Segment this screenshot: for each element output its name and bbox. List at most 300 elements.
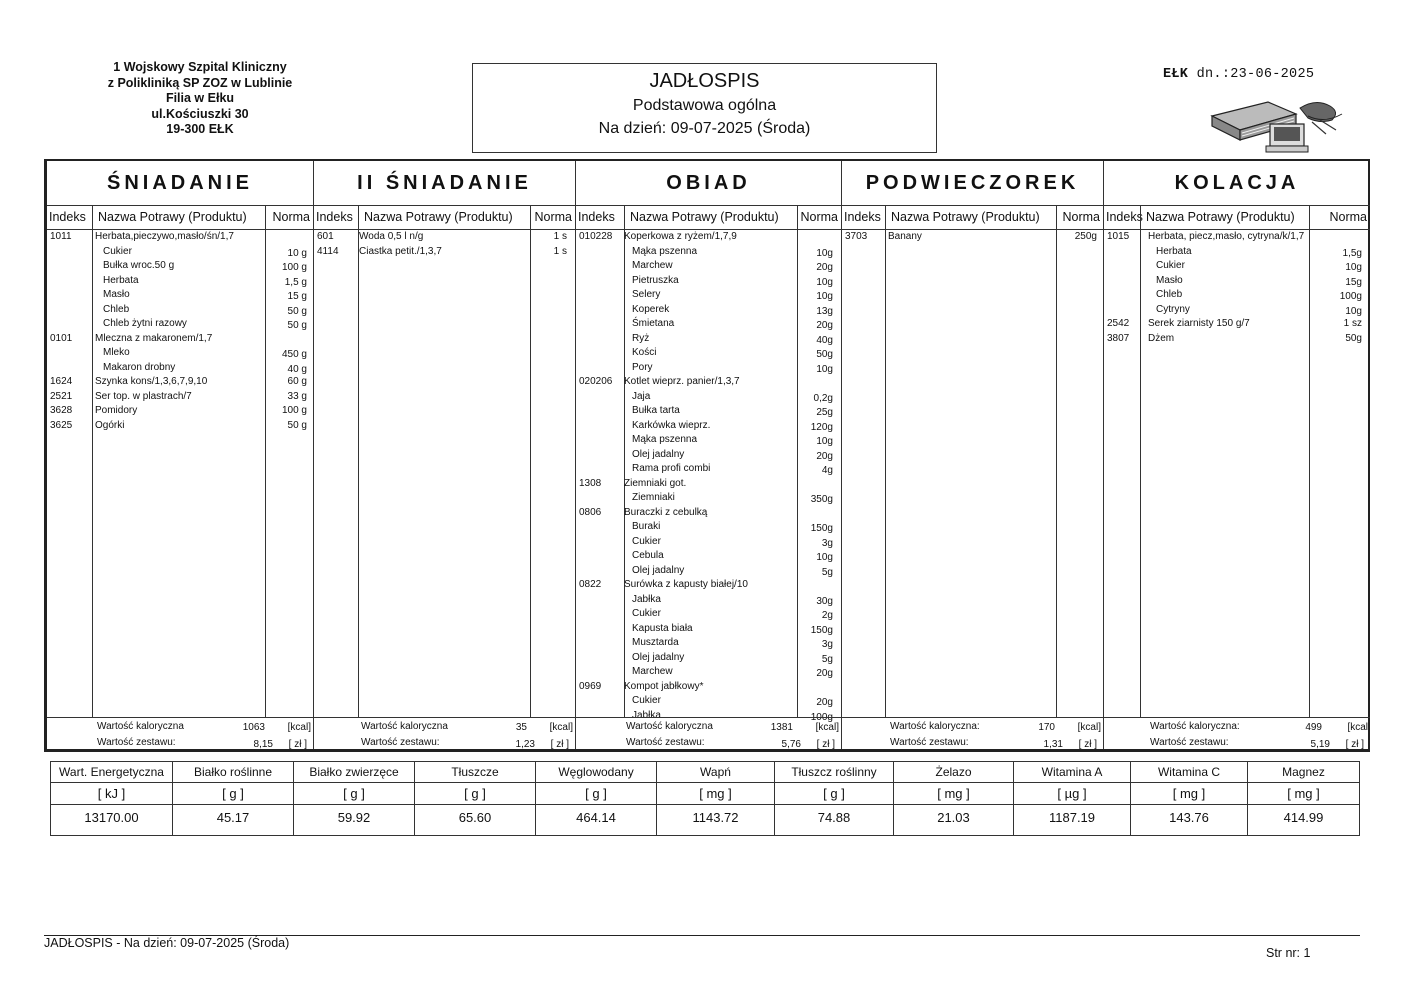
item-norm: 5g	[821, 566, 833, 578]
item-norm: 10g	[816, 363, 833, 375]
kcal-value: 170	[1038, 722, 1055, 733]
nutrient-value: 143.76	[1169, 810, 1209, 825]
item-norm: 2g	[821, 610, 833, 621]
meal-summary	[576, 717, 841, 753]
nutrient-unit: [ g ]	[775, 783, 893, 805]
ingredient-name: Herbata	[103, 274, 139, 286]
dish-name: Serek ziarnisty 150 g/7	[1148, 318, 1250, 329]
nutrient-unit: [ mg ]	[657, 783, 774, 805]
item-norm: 40g	[816, 334, 833, 346]
meal-summary	[47, 717, 313, 753]
table-row	[576, 507, 841, 521]
ingredient-name: Pory	[632, 361, 653, 373]
item-index: 010228	[579, 231, 613, 242]
meal-summary	[842, 717, 1103, 753]
column-divider	[1056, 206, 1057, 718]
ingredient-name: Ryż	[632, 332, 650, 344]
table-row	[576, 333, 841, 347]
column-header-row	[576, 206, 841, 230]
item-norm: 10g	[816, 552, 833, 563]
table-row	[47, 289, 313, 303]
table-row	[576, 478, 841, 492]
table-row	[576, 420, 841, 434]
ingredient-name: Jabłka	[632, 593, 661, 605]
dish-name: Ogórki	[95, 419, 125, 431]
ingredient-name: Olej jadalny	[632, 448, 685, 460]
nutrient-unit: [ g ]	[415, 783, 535, 805]
page-number: Str nr: 1	[1266, 946, 1311, 960]
item-norm: 13g	[816, 305, 833, 317]
ingredient-name: Cukier	[632, 535, 661, 547]
table-row	[576, 521, 841, 535]
cost-label: Wartość zestawu:	[626, 737, 705, 748]
ingredient-name: Cukier	[1156, 260, 1185, 271]
nutrient-unit: [ mg ]	[894, 783, 1013, 805]
item-norm: 100 g	[281, 405, 307, 416]
table-row	[576, 463, 841, 477]
table-row	[47, 246, 313, 260]
nutrient-cell	[1130, 762, 1247, 835]
ingredient-name: Koperek	[632, 303, 670, 315]
table-row	[576, 391, 841, 405]
table-row	[314, 231, 575, 245]
index-header: Indeks	[578, 210, 615, 224]
kcal-unit: [kcal]	[287, 722, 311, 733]
meal-title: ŚNIADANIE	[47, 161, 313, 206]
item-index: 1011	[50, 231, 72, 242]
ingredient-name: Bułka tarta	[632, 405, 680, 416]
kcal-label: Wartość kaloryczna:	[1150, 721, 1240, 732]
table-row	[47, 347, 313, 361]
table-row	[47, 391, 313, 405]
index-header: Indeks	[49, 210, 86, 224]
norm-header: Norma	[1062, 210, 1100, 224]
footer-title: JADŁOSPIS - Na dzień: 09-07-2025 (Środa)	[44, 936, 290, 950]
table-row	[47, 362, 313, 376]
cost-unit: [ zł ]	[1078, 739, 1097, 750]
table-row	[576, 623, 841, 637]
nutrient-label: Witamina C	[1131, 762, 1247, 783]
table-row	[576, 434, 841, 448]
kcal-value: 1381	[770, 722, 793, 733]
dish-name: Banany	[888, 231, 922, 242]
ingredient-name: Mąka pszenna	[632, 245, 698, 257]
item-norm: 5g	[821, 653, 833, 665]
dish-name: Kompot jabłkowy*	[624, 680, 704, 692]
item-norm: 30g	[816, 595, 833, 607]
table-row	[1104, 275, 1370, 289]
item-index: 2542	[1107, 318, 1130, 329]
item-index: 0101	[50, 332, 73, 344]
item-index: 020206	[579, 376, 613, 387]
nutrient-label: Magnez	[1248, 762, 1359, 783]
item-norm: 50 g	[287, 320, 307, 331]
kcal-unit: [kcal]	[815, 722, 839, 733]
table-row	[576, 652, 841, 666]
table-row	[1104, 231, 1370, 245]
cost-label: Wartość zestawu:	[361, 737, 440, 748]
table-row	[576, 318, 841, 332]
name-header: Nazwa Potrawy (Produktu)	[891, 210, 1040, 224]
nutrient-unit: [ g ]	[173, 783, 293, 805]
meal-title: OBIAD	[576, 161, 841, 206]
nutrient-cell	[51, 762, 172, 835]
ingredient-name: Masło	[103, 289, 130, 300]
ingredient-name: Cukier	[632, 608, 661, 619]
page-title: JADŁOSPIS	[649, 70, 760, 92]
item-norm: 1 sz	[1343, 318, 1362, 329]
nutrition-summary-table	[50, 761, 1360, 836]
ingredient-name: Mąka pszenna	[632, 434, 698, 445]
table-row	[576, 681, 841, 695]
table-row	[576, 449, 841, 463]
table-row	[1104, 304, 1370, 318]
nutrient-unit: [ mg ]	[1248, 783, 1359, 805]
item-norm: 20g	[816, 320, 833, 331]
nutrient-label: Wapń	[657, 762, 774, 783]
cost-label: Wartość zestawu:	[1150, 737, 1229, 748]
table-row	[47, 376, 313, 390]
dish-name: Ser top. w plastrach/7	[95, 390, 192, 402]
table-row	[47, 304, 313, 318]
table-row	[576, 289, 841, 303]
item-norm: 40 g	[287, 363, 307, 375]
cost-value: 1,31	[1043, 739, 1063, 750]
meal-column	[1103, 161, 1370, 749]
item-norm: 3g	[821, 537, 833, 549]
kcal-label: Wartość kaloryczna	[97, 721, 184, 732]
table-row	[576, 275, 841, 289]
item-index: 4114	[317, 245, 339, 257]
table-row	[576, 565, 841, 579]
nutrient-cell	[1013, 762, 1130, 835]
nutrient-label: Żelazo	[894, 762, 1013, 783]
kcal-value: 1063	[242, 722, 265, 733]
kcal-unit: [kcal]	[549, 722, 573, 733]
cost-unit: [ zł ]	[288, 739, 307, 750]
dish-name: Pomidory	[95, 405, 138, 416]
nutrient-cell	[293, 762, 414, 835]
item-index: 3628	[50, 405, 73, 416]
ingredient-name: Jabłka	[632, 709, 661, 721]
item-norm: 1,5g	[1342, 247, 1362, 259]
meal-column	[47, 161, 313, 749]
table-row	[576, 579, 841, 593]
dish-name: Ciastka petit./1,3,7	[359, 245, 442, 257]
item-norm: 20g	[816, 697, 833, 708]
item-index: 2521	[50, 390, 73, 402]
menu-date: Na dzień: 09-07-2025 (Środa)	[598, 120, 811, 137]
nutrient-value: 464.14	[576, 810, 616, 825]
dish-name: Woda 0,5 l n/g	[359, 231, 424, 242]
ingredient-name: Cukier	[103, 245, 132, 257]
column-divider	[885, 206, 886, 718]
table-row	[314, 246, 575, 260]
diet-name: Podstawowa ogólna	[632, 97, 777, 114]
kcal-label: Wartość kaloryczna	[626, 721, 713, 732]
item-index: 601	[317, 231, 334, 242]
item-norm: 1,5 g	[284, 276, 307, 288]
item-norm: 120g	[810, 421, 833, 433]
hospital-address	[70, 60, 330, 138]
title-box	[472, 63, 937, 153]
nutrient-unit: [ mg ]	[1131, 783, 1247, 805]
ingredient-name: Mleko	[103, 347, 130, 358]
nutrient-label: Tłuszcze	[415, 762, 535, 783]
nutrient-unit: [ g ]	[536, 783, 656, 805]
issue-date-value: 23-06-2025	[1230, 67, 1315, 82]
column-divider	[530, 206, 531, 718]
ingredient-name: Kości	[632, 347, 657, 358]
kcal-label: Wartość kaloryczna:	[890, 721, 980, 732]
meal-title: KOLACJA	[1104, 161, 1370, 206]
item-norm: 350g	[810, 494, 833, 505]
ingredient-name: Jaja	[632, 390, 651, 402]
nutrient-unit: [ µg ]	[1014, 783, 1130, 805]
item-norm: 15 g	[287, 291, 307, 302]
item-index: 0822	[579, 579, 602, 590]
table-row	[576, 695, 841, 709]
meal-title: PODWIECZOREK	[842, 161, 1103, 206]
item-norm: 3g	[821, 639, 833, 650]
cost-value: 5,76	[781, 739, 801, 750]
dish-name: Herbata,pieczywo,masło/śn/1,7	[95, 231, 234, 242]
kcal-unit: [kcal	[1347, 722, 1368, 733]
table-row	[47, 420, 313, 434]
item-index: 3807	[1107, 332, 1130, 344]
kcal-unit: [kcal]	[1077, 722, 1101, 733]
nutrient-label: Tłuszcz roślinny	[775, 762, 893, 783]
nutrient-unit: [ kJ ]	[51, 783, 172, 805]
table-row	[576, 550, 841, 564]
book-computer-icon	[1208, 94, 1348, 156]
cost-label: Wartość zestawu:	[890, 737, 969, 748]
item-norm: 60 g	[287, 376, 307, 387]
dish-name: Ziemniaki got.	[624, 477, 687, 489]
table-row	[47, 333, 313, 347]
nutrient-label: Witamina A	[1014, 762, 1130, 783]
table-row	[1104, 289, 1370, 303]
item-norm: 50 g	[287, 305, 307, 317]
ingredient-name: Marchew	[632, 260, 673, 271]
meal-column	[313, 161, 575, 749]
nutrient-value: 13170.00	[84, 810, 139, 825]
ingredient-name: Buraki	[632, 521, 661, 532]
table-row	[576, 246, 841, 260]
nutrient-value: 21.03	[937, 810, 970, 825]
nutrient-value: 65.60	[458, 810, 492, 825]
ingredient-name: Kapusta biała	[632, 622, 693, 634]
cost-unit: [ zł ]	[816, 739, 835, 750]
hospital-name-line: z Polikliniką SP ZOZ w Lublinie	[107, 75, 293, 90]
item-norm: 15g	[1345, 276, 1362, 288]
item-norm: 4g	[821, 465, 833, 476]
cost-value: 5,19	[1310, 739, 1330, 750]
index-header: Indeks	[1106, 210, 1143, 224]
table-row	[576, 594, 841, 608]
item-norm: 250g	[1074, 231, 1097, 242]
ingredient-name: Bułka wroc.50 g	[103, 260, 175, 271]
ingredient-name: Cytryny	[1156, 303, 1190, 315]
nutrient-label: Białko zwierzęce	[294, 762, 414, 783]
item-norm: 33 g	[287, 390, 307, 402]
hospital-branch: Filia w Ełku	[165, 91, 235, 105]
cost-unit: [ zł ]	[550, 739, 569, 750]
norm-header: Norma	[800, 210, 838, 224]
table-row	[576, 376, 841, 390]
item-norm: 100 g	[281, 262, 307, 273]
item-norm: 10g	[816, 247, 833, 259]
nutrient-value: 414.99	[1283, 810, 1324, 825]
item-norm: 150g	[810, 523, 833, 534]
nutrient-cell	[656, 762, 774, 835]
kcal-value: 35	[515, 722, 527, 733]
item-norm: 100g	[1339, 291, 1362, 302]
nutrient-cell	[535, 762, 656, 835]
table-row	[576, 666, 841, 680]
nutrient-label: Białko roślinne	[173, 762, 293, 783]
item-norm: 1 s	[553, 231, 567, 242]
ingredient-name: Herbata	[1156, 245, 1192, 257]
item-norm: 50g	[816, 349, 833, 360]
cost-value: 8,15	[253, 739, 273, 750]
table-row	[1104, 318, 1370, 332]
item-index: 1308	[579, 477, 602, 489]
item-norm: 10g	[816, 436, 833, 447]
item-norm: 50 g	[287, 419, 307, 431]
ingredient-name: Olej jadalny	[632, 651, 685, 663]
item-norm: 20g	[816, 450, 833, 462]
meal-title: II ŚNIADANIE	[314, 161, 575, 206]
table-row	[47, 275, 313, 289]
norm-header: Norma	[272, 210, 310, 224]
dish-name: Szynka kons/1,3,6,7,9,10	[95, 376, 208, 387]
item-norm: 1 s	[553, 245, 567, 257]
meal-column	[575, 161, 841, 749]
table-row	[576, 536, 841, 550]
menu-table	[44, 159, 1370, 752]
ingredient-name: Olej jadalny	[632, 564, 685, 576]
ingredient-name: Marchew	[632, 666, 673, 677]
hospital-postcode: 19-300 EŁK	[166, 122, 234, 136]
item-norm: 150g	[810, 624, 833, 636]
name-header: Nazwa Potrawy (Produktu)	[364, 210, 513, 224]
nutrient-label: Wart. Energetyczna	[51, 762, 172, 783]
item-norm: 100g	[810, 711, 833, 723]
dish-name: Herbata, piecz,masło, cytryna/k/1,7	[1148, 231, 1305, 242]
item-norm: 10 g	[287, 247, 307, 259]
item-norm: 450 g	[281, 349, 307, 360]
ingredient-name: Pietruszka	[632, 274, 679, 286]
nutrient-value: 1187.19	[1048, 810, 1096, 825]
index-header: Indeks	[844, 210, 881, 224]
column-header-row	[842, 206, 1103, 230]
table-row	[1104, 333, 1370, 347]
nutrient-value: 74.88	[817, 810, 851, 825]
ingredient-name: Makaron drobny	[103, 361, 176, 373]
item-index: 3703	[845, 231, 868, 242]
hospital-street: ul.Kościuszki 30	[151, 106, 249, 121]
cost-value: 1,23	[515, 739, 535, 750]
ingredient-name: Musztarda	[632, 637, 679, 648]
table-row	[47, 231, 313, 245]
item-norm: 50g	[1345, 332, 1362, 344]
ingredient-name: Selery	[632, 289, 661, 300]
index-header: Indeks	[316, 210, 353, 224]
item-norm: 10g	[816, 276, 833, 288]
issue-date-label: dn.:	[1188, 67, 1231, 82]
dish-name: Dżem	[1148, 332, 1175, 344]
ingredient-name: Masło	[1156, 274, 1183, 286]
ingredient-name: Chleb	[103, 303, 130, 315]
table-row	[576, 231, 841, 245]
ingredient-name: Śmietana	[632, 318, 675, 329]
ingredient-name: Chleb	[1156, 289, 1183, 300]
norm-header: Norma	[1329, 210, 1367, 224]
item-index: 0806	[579, 506, 602, 518]
nutrient-unit: [ g ]	[294, 783, 414, 805]
table-row	[576, 304, 841, 318]
ingredient-name: Ziemniaki	[632, 492, 675, 503]
ingredient-name: Chleb żytni razowy	[103, 318, 187, 329]
item-norm: 10g	[1345, 262, 1362, 273]
item-index: 0969	[579, 680, 602, 692]
dish-name: Mleczna z makaronem/1,7	[95, 332, 213, 344]
table-row	[576, 492, 841, 506]
table-row	[842, 231, 1103, 245]
cost-unit: [ zł ]	[1345, 739, 1364, 750]
kcal-value: 499	[1305, 722, 1322, 733]
meal-summary	[1104, 717, 1370, 753]
item-norm: 0,2g	[813, 392, 833, 404]
meal-summary	[314, 717, 575, 753]
kcal-label: Wartość kaloryczna	[361, 721, 448, 732]
nutrient-value: 1143.72	[692, 810, 739, 825]
nutrient-cell	[774, 762, 893, 835]
table-row	[47, 260, 313, 274]
table-row	[576, 608, 841, 622]
meal-column	[841, 161, 1103, 749]
ingredient-name: Cukier	[632, 695, 661, 706]
name-header: Nazwa Potrawy (Produktu)	[1146, 210, 1295, 224]
item-norm: 20g	[816, 668, 833, 679]
column-header-row	[47, 206, 313, 230]
table-row	[1104, 246, 1370, 260]
nutrient-cell	[893, 762, 1013, 835]
nutrient-label: Węglowodany	[536, 762, 656, 783]
item-index: 3625	[50, 419, 73, 431]
table-row	[47, 318, 313, 332]
column-divider	[358, 206, 359, 718]
nutrient-value: 59.92	[337, 810, 371, 825]
item-norm: 25g	[816, 407, 833, 418]
table-row	[576, 405, 841, 419]
nutrient-cell	[414, 762, 535, 835]
dish-name: Buraczki z cebulką	[624, 506, 708, 518]
item-norm: 10g	[1345, 305, 1362, 317]
ingredient-name: Karkówka wieprz.	[632, 419, 711, 431]
table-row	[576, 347, 841, 361]
table-row	[576, 637, 841, 651]
item-norm: 10g	[816, 291, 833, 302]
issue-place: EŁK	[1163, 67, 1189, 82]
item-index: 1015	[1107, 231, 1130, 242]
cost-label: Wartość zestawu:	[97, 737, 176, 748]
ingredient-name: Rama profi combi	[632, 463, 711, 474]
table-row	[576, 260, 841, 274]
nutrient-cell	[172, 762, 293, 835]
table-row	[1104, 260, 1370, 274]
